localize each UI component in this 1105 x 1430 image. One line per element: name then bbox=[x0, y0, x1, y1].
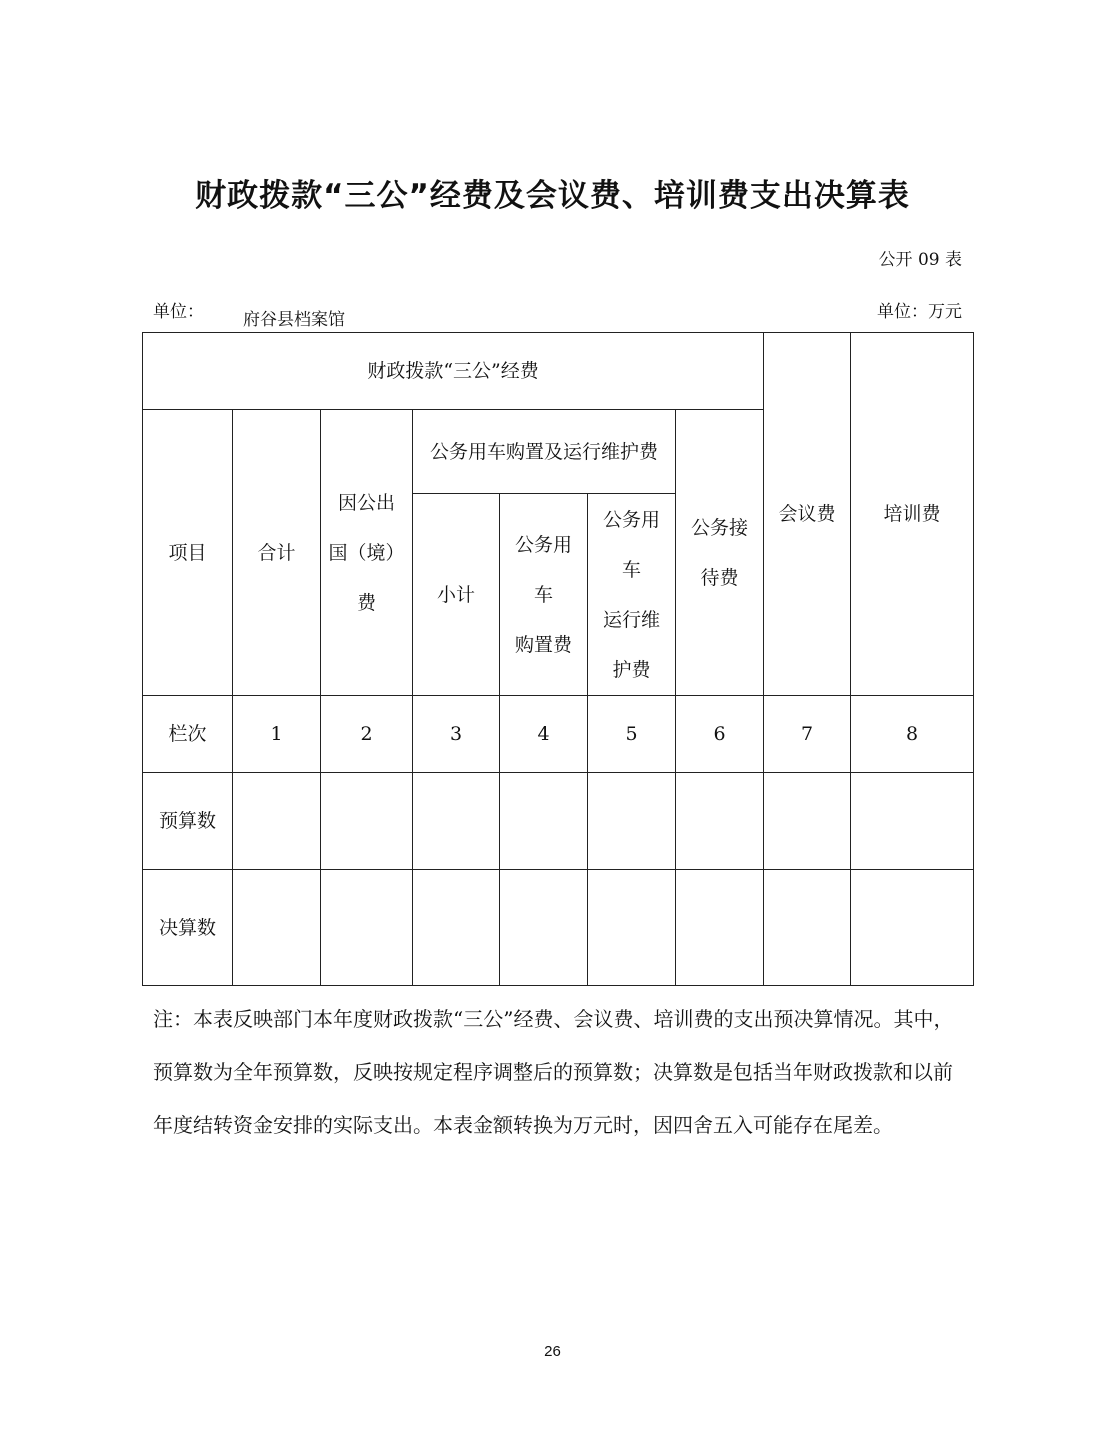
car-purchase-line-3: 购置费 bbox=[514, 633, 572, 656]
row-label-budget: 预算数 bbox=[143, 773, 233, 870]
car-purchase-header bbox=[500, 494, 588, 696]
index-cell: 2 bbox=[321, 696, 413, 773]
budget-cell bbox=[676, 773, 764, 870]
meeting-fee-header: 会议费 bbox=[764, 333, 851, 696]
budget-cell bbox=[851, 773, 974, 870]
table-row-budget bbox=[143, 773, 974, 870]
index-cell: 6 bbox=[676, 696, 764, 773]
final-cell bbox=[233, 870, 321, 986]
final-cell bbox=[500, 870, 588, 986]
currency-unit: 单位：万元 bbox=[877, 302, 962, 322]
budget-cell bbox=[413, 773, 500, 870]
table-note: 注：本表反映部门本年度财政拨款“三公”经费、会议费、培训费的支出预决算情况。其中，预算数为全年预算数，反映按规定程序调整后的预算数；决算数是包括当年财政拨款和以前年度结转资金安排的实际支出。本表金额转换为万元时，因四舍五入可能存在尾差。 bbox=[153, 1007, 954, 1137]
budget-cell bbox=[588, 773, 676, 870]
table-row-index bbox=[143, 696, 974, 773]
page-number: 26 bbox=[544, 1343, 561, 1360]
car-operation-header bbox=[588, 494, 676, 696]
item-header: 项目 bbox=[143, 410, 233, 696]
training-fee-header: 培训费 bbox=[851, 333, 974, 696]
table-row-final bbox=[143, 870, 974, 986]
car-purchase-line-2: 车 bbox=[533, 583, 553, 606]
abroad-line-1: 因公出 bbox=[337, 491, 395, 514]
car-group-header: 公务用车购置及运行维护费 bbox=[413, 410, 676, 494]
total-header: 合计 bbox=[233, 410, 321, 696]
final-cell bbox=[764, 870, 851, 986]
reception-fee-header bbox=[676, 410, 764, 696]
index-cell: 4 bbox=[500, 696, 588, 773]
final-cell bbox=[588, 870, 676, 986]
three-public-header: 财政拨款“三公”经费 bbox=[143, 333, 764, 410]
page-title: 财政拨款“三公”经费及会议费、培训费支出决算表 bbox=[195, 178, 910, 214]
reception-line-2: 待费 bbox=[700, 566, 739, 589]
index-cell: 5 bbox=[588, 696, 676, 773]
unit-label: 单位： bbox=[153, 302, 204, 322]
row-label-index: 栏次 bbox=[143, 696, 233, 773]
index-cell: 7 bbox=[764, 696, 851, 773]
car-operation-line-4: 护费 bbox=[612, 658, 651, 681]
car-operation-line-1: 公务用 bbox=[602, 508, 660, 531]
abroad-line-3: 费 bbox=[356, 591, 376, 614]
car-purchase-line-1: 公务用 bbox=[514, 533, 572, 556]
budget-cell bbox=[321, 773, 413, 870]
index-cell: 8 bbox=[851, 696, 974, 773]
abroad-fee-header bbox=[321, 410, 413, 696]
final-cell bbox=[676, 870, 764, 986]
car-operation-line-2: 车 bbox=[621, 558, 641, 581]
final-cell bbox=[413, 870, 500, 986]
budget-cell bbox=[233, 773, 321, 870]
index-cell: 3 bbox=[413, 696, 500, 773]
budget-cell bbox=[500, 773, 588, 870]
table-number: 公开 09 表 bbox=[878, 250, 962, 270]
abroad-line-2: 国（境） bbox=[328, 541, 405, 564]
car-subtotal-header: 小计 bbox=[413, 494, 500, 696]
unit-organization: 府谷县档案馆 bbox=[243, 310, 345, 330]
car-operation-line-3: 运行维 bbox=[602, 608, 660, 631]
final-cell bbox=[321, 870, 413, 986]
row-label-final: 决算数 bbox=[143, 870, 233, 986]
final-cell bbox=[851, 870, 974, 986]
expenditure-table bbox=[142, 332, 974, 986]
reception-line-1: 公务接 bbox=[691, 516, 749, 539]
index-cell: 1 bbox=[233, 696, 321, 773]
budget-cell bbox=[764, 773, 851, 870]
